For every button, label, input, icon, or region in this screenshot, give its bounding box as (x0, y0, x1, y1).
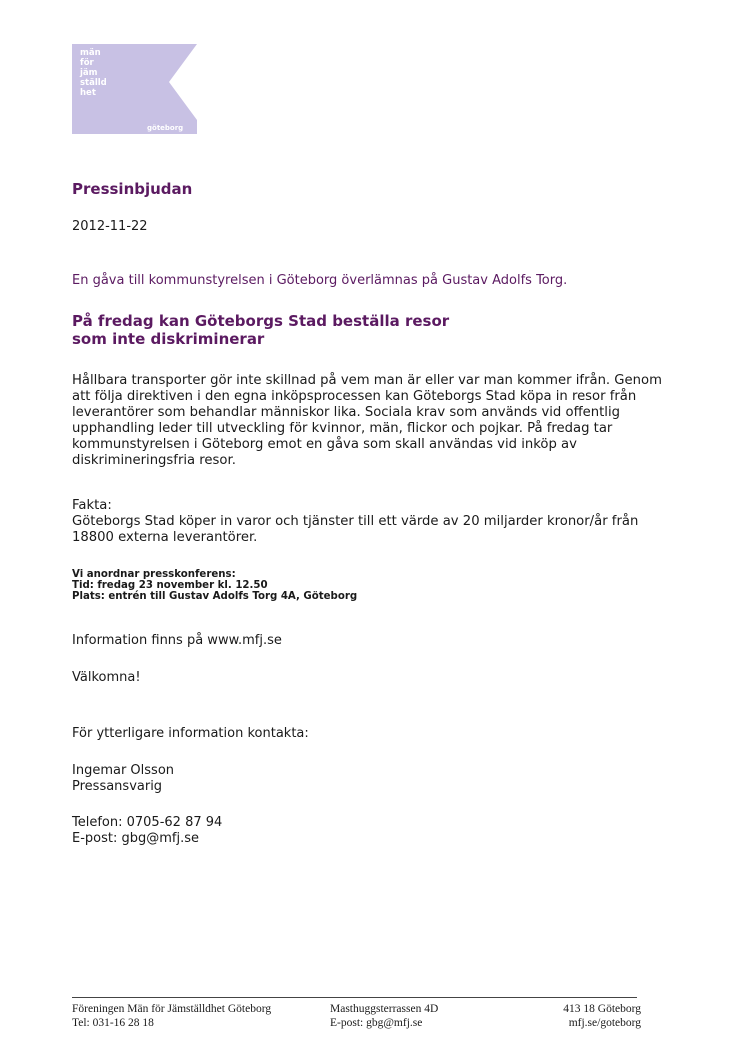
body-line: diskrimineringsfria resor. (72, 453, 236, 468)
footer-address (330, 1002, 438, 1030)
contact-name: Ingemar Olsson (72, 763, 175, 778)
press-place: Plats: entrén till Gustav Adolfs Torg 4A, Göteborg (72, 591, 358, 602)
press-conference-details (72, 569, 357, 602)
welcome-text: Välkomna! (72, 670, 141, 685)
info-text: Information finns på www.mfj.se (72, 633, 282, 648)
body-line: upphandling leder till utveckling för kvinnor, män, flickor och pojkar. På fredag tar (72, 421, 613, 436)
contact-email: E-post: gbg@mfj.se (72, 831, 200, 846)
body-line: att följa direktiven i den egna inköpsprocessen kan Göteborgs Stad köpa in resor från (72, 389, 637, 404)
contact-person (72, 763, 174, 795)
logo-line: ställd (80, 78, 107, 88)
press-title (72, 312, 449, 348)
logo-wordmark (80, 48, 107, 98)
footer-email: E-post: gbg@mfj.se (330, 1017, 423, 1029)
footer-divider (72, 997, 637, 998)
body-line: leverantörer som behandlar människor lika. Sociala krav som används vid offentlig (72, 405, 620, 420)
press-line: Vi anordnar presskonferens: (72, 569, 236, 580)
footer-street: Masthuggsterrassen 4D (330, 1003, 439, 1015)
body-line: Hållbara transporter gör inte skillnad på vem man är eller var man kommer ifrån. Genom (72, 373, 662, 388)
footer-org-name: Föreningen Män för Jämställdhet Göteborg (72, 1003, 272, 1015)
document-date: 2012-11-22 (72, 219, 148, 234)
footer-city-web (480, 1002, 641, 1030)
document-heading: Pressinbjudan (72, 180, 193, 198)
lead-text: En gåva till kommunstyrelsen i Göteborg överlämnas på Gustav Adolfs Torg. (72, 273, 568, 288)
contact-phone: Telefon: 0705-62 87 94 (72, 815, 223, 830)
facts-line: Göteborgs Stad köper in varor och tjänster till ett värde av 20 miljarder kronor/år från (72, 514, 639, 529)
body-paragraph (72, 373, 672, 469)
footer-website: mfj.se/goteborg (568, 1017, 641, 1029)
logo-line: män (80, 48, 101, 58)
organization-logo (72, 44, 197, 134)
contact-details (72, 815, 222, 847)
logo-line: het (80, 88, 96, 98)
logo-city: göteborg (147, 124, 184, 132)
contact-lead: För ytterligare information kontakta: (72, 726, 309, 741)
press-time: Tid: fredag 23 november kl. 12.50 (72, 580, 268, 591)
logo-line: för (80, 58, 94, 68)
logo-line: jäm (80, 68, 98, 78)
facts-section (72, 498, 638, 546)
facts-label: Fakta: (72, 498, 112, 513)
title-line: som inte diskriminerar (72, 330, 265, 348)
facts-line: 18800 externa leverantörer. (72, 530, 258, 545)
body-line: kommunstyrelsen i Göteborg emot en gåva som skall användas vid inköp av (72, 437, 577, 452)
footer-phone: Tel: 031-16 28 18 (72, 1017, 154, 1029)
footer-organization (72, 1002, 271, 1030)
footer-postal: 413 18 Göteborg (563, 1003, 641, 1015)
contact-role: Pressansvarig (72, 779, 163, 794)
title-line: På fredag kan Göteborgs Stad beställa resor (72, 312, 450, 330)
